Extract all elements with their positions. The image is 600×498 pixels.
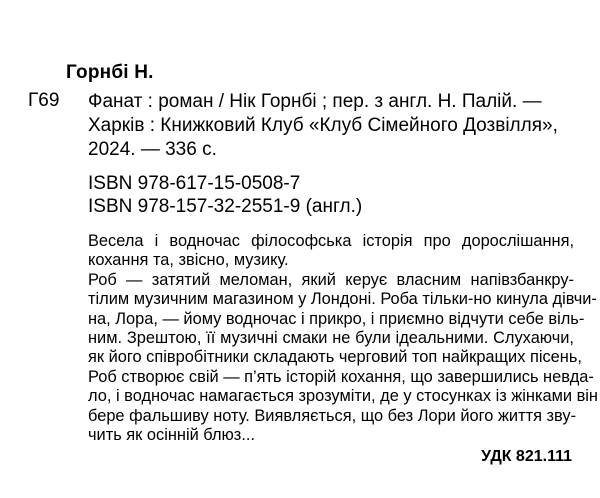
udc-code: УДК 821.111 bbox=[481, 448, 572, 465]
annotation-line: ло, і водночас намагається зрозуміти, де у стосунках із жінками він bbox=[88, 387, 598, 406]
annotation-line: чить як осінній блюз... bbox=[88, 426, 255, 445]
annotation-line: Весела і водночас філософська історія про дорослішання, bbox=[88, 232, 574, 250]
annotation-line: кохання та, звісно, музику. bbox=[88, 251, 289, 270]
annotation-line: бере фальшиву ноту. Виявляється, що без Лори його життя зву- bbox=[88, 406, 577, 425]
annotation-line: Роб створює свій — п’ять історій кохання, що завершились невда- bbox=[88, 367, 594, 386]
bibliographic-description bbox=[88, 90, 588, 162]
annotation-line: тілим музичним магазином у Лондоні. Роба тільки-но кинула дівчи- bbox=[88, 290, 597, 309]
annotation-line: ним. Зрештою, її музичні смаки не були ідеальними. Слухаючи, bbox=[88, 329, 574, 348]
annotation bbox=[88, 232, 598, 445]
description-line: Харків : Книжковий Клуб «Клуб Сімейного Дозвілля», bbox=[88, 115, 558, 136]
annotation-line: на, Лора, — йому водночас і прикро, і приємно відчути себе віль- bbox=[88, 309, 585, 328]
annotation-line: Роб — затятий меломан, який керує власним напівзбанкру- bbox=[88, 270, 574, 289]
annotation-line: як його співробітники складають черговий топ найкращих пісень, bbox=[88, 348, 582, 367]
author-heading: Горнбі Н. bbox=[66, 62, 154, 83]
isbn-line: ISBN 978-157-32-2551-9 (англ.) bbox=[88, 196, 363, 217]
isbn-block bbox=[88, 172, 362, 218]
isbn-line: ISBN 978-617-15-0508-7 bbox=[88, 173, 301, 194]
description-line: Фанат : роман / Нік Горнбі ; пер. з англ. Н. Палій. — bbox=[88, 91, 542, 112]
author-code: Г69 bbox=[28, 90, 60, 111]
description-line: 2024. — 336 с. bbox=[88, 139, 217, 160]
